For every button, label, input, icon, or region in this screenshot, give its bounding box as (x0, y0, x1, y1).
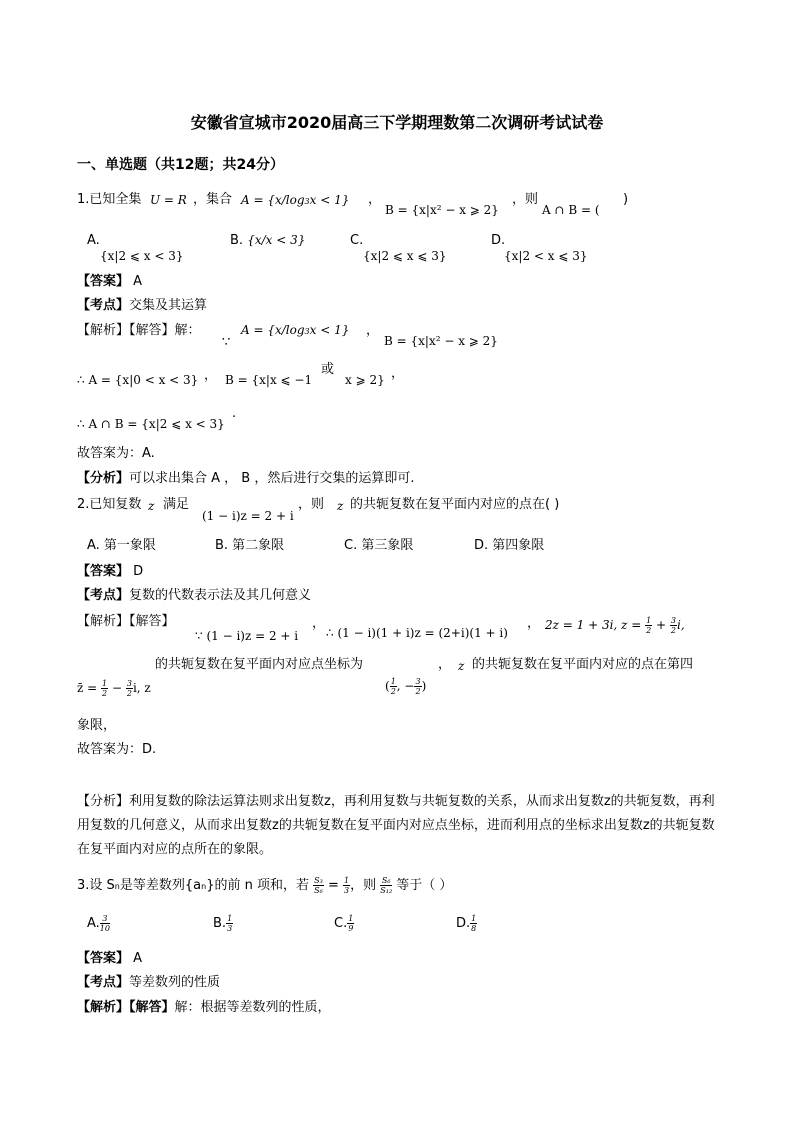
q2-analysis-label: 【解析】【解答】 (77, 614, 175, 629)
q2-final-answer: 故答案为：D. (77, 742, 157, 757)
q2-stem-d: 的共轭复数在复平面内对应的点在( ) (350, 497, 560, 512)
q2-option-c: C. 第三象限 (344, 538, 414, 553)
q2-point: ( $\frac{1}{2}$ , − $\frac{3}{2}$ ) (385, 677, 427, 696)
q1-then: ，则 (512, 192, 539, 207)
q1-stem-a: 1.已知全集 (77, 192, 142, 207)
q3-option-c: C. $\frac{1}{9}$ (334, 914, 354, 933)
q1-analysis-comma: ， (366, 323, 380, 338)
q2-var-z-3: z (458, 659, 465, 673)
q1-option-b: B. {x/x < 3} (230, 233, 306, 248)
q2-comma-3: ， (438, 657, 452, 672)
q2-answer: 【答案】 D (77, 564, 144, 579)
q1-summary: 【分析】可以求出集合 A ， B ，然后进行交集的运算即可. (77, 471, 415, 486)
q2-comma-2: ， (527, 616, 541, 631)
q1-option-a: A. {x|2 ⩽ x < 3} (87, 233, 184, 263)
q1-option-c: C. {x|2 ⩽ x ⩽ 3} (350, 233, 447, 263)
q1-set-b: B = {x|x² − x ⩾ 2} (385, 203, 499, 217)
q2-step-1: ∵ (1 − i)z = 2 + i (195, 629, 299, 643)
q1-analysis-set-a: A = {x/log3x < 1} (241, 323, 350, 337)
q2-conjugate: z̄ = $\frac{1}{2}$ − $\frac{3}{2}$ i, z (77, 679, 151, 698)
q2-text-3: 象限， (77, 718, 117, 733)
q1-comma-4: ， (391, 366, 405, 381)
q2-option-b: B. 第二象限 (215, 538, 285, 553)
q1-answer: 【答案】 A (77, 274, 143, 289)
q1-set-a: A = {x/log3x < 1} (241, 193, 350, 207)
q2-equation: (1 − i)z = 2 + i (202, 509, 294, 523)
q2-knowledge-point: 【考点】复数的代数表示法及其几何意义 (77, 588, 312, 603)
q1-result-c: x ⩾ 2} (345, 373, 385, 387)
q1-period: . (232, 406, 237, 421)
q3-option-a: A. $\frac{3}{10}$ (87, 914, 110, 933)
q1-analysis-set-b: B = {x|x² − x ⩾ 2} (384, 334, 498, 348)
q1-question: A ∩ B = ( (542, 203, 600, 217)
q1-analysis-label: 【解析】【解答】解： (77, 323, 201, 338)
q3-knowledge-point: 【考点】等差数列的性质 (77, 975, 221, 990)
q2-summary: 【分析】利用复数的除法运算法则求出复数z，再利用复数与共轭复数的关系，从而求出复数z的共轭复数，再利用复数的几何意义，从而求出复数z的共轭复数在复平面内对应点坐标，进而利用点的坐标求出复数z的共轭复数在复平面内对应的点所在的象限。 (77, 794, 715, 857)
q1-or: 或 (321, 362, 335, 377)
q2-text-1: 的共轭复数在复平面内对应点坐标为 (155, 657, 364, 672)
section-heading: 一、单选题（共12题；共24分） (77, 157, 284, 173)
q1-comma: ， (368, 192, 382, 207)
q3-analysis: 【解析】【解答】解：根据等差数列的性质， (77, 1000, 331, 1015)
q1-result-b: B = {x|x ⩽ −1 (225, 373, 313, 387)
q1-comma-3: ， (204, 368, 218, 383)
q3-option-b: B. $\frac{1}{3}$ (213, 914, 233, 933)
q1-universal-set: U = R (150, 193, 187, 207)
q2-var-z: z (148, 499, 155, 513)
q3-stem: 3.设 Sn是等差数列{an}的前 n 项和，若 $\frac{\text{S₃}}{\text{S₆}}$ = $\frac{1}{3}$ ，则 $\frac{\text{S₆}}{\text{S₁₂}}$ 等于（ ） (77, 876, 453, 895)
q2-option-a: A. 第一象限 (87, 538, 156, 553)
q3-option-d: D. $\frac{1}{8}$ (456, 914, 477, 933)
q1-close-paren: ) (623, 192, 629, 207)
q2-option-d: D. 第四象限 (474, 538, 545, 553)
q3-answer: 【答案】 A (77, 951, 143, 966)
q1-knowledge-point: 【考点】交集及其运算 (77, 298, 208, 313)
q1-because: ∵ (222, 335, 231, 350)
q2-step-2: ∴ (1 − i)(1 + i)z = (2+i)(1 + i) (326, 626, 508, 640)
page-title: 安徽省宣城市2020届高三下学期理数第二次调研考试试卷 (190, 113, 604, 132)
q2-stem-b: 满足 (163, 497, 190, 512)
q2-comma-1: ， (312, 616, 326, 631)
q1-intersection: ∴ A ∩ B = {x|2 ⩽ x < 3} (77, 417, 225, 431)
q2-var-z-2: z (337, 499, 344, 513)
q1-stem-b: ，集合 (193, 192, 233, 207)
q2-stem-c: ，则 (298, 497, 325, 512)
q1-result-a: ∴ A = {x|0 < x < 3} (77, 373, 199, 387)
q2-text-2: 的共轭复数在复平面内对应的点在第四 (472, 657, 694, 672)
q2-step-3: 2z = 1 + 3i, z = $\frac{1}{2}$ + $\frac{3}{2}$ i, (545, 616, 685, 635)
q2-stem-a: 2.已知复数 (77, 497, 142, 512)
q1-final-answer: 故答案为：A. (77, 446, 155, 461)
q1-option-d: D. {x|2 < x ⩽ 3} (491, 233, 588, 263)
